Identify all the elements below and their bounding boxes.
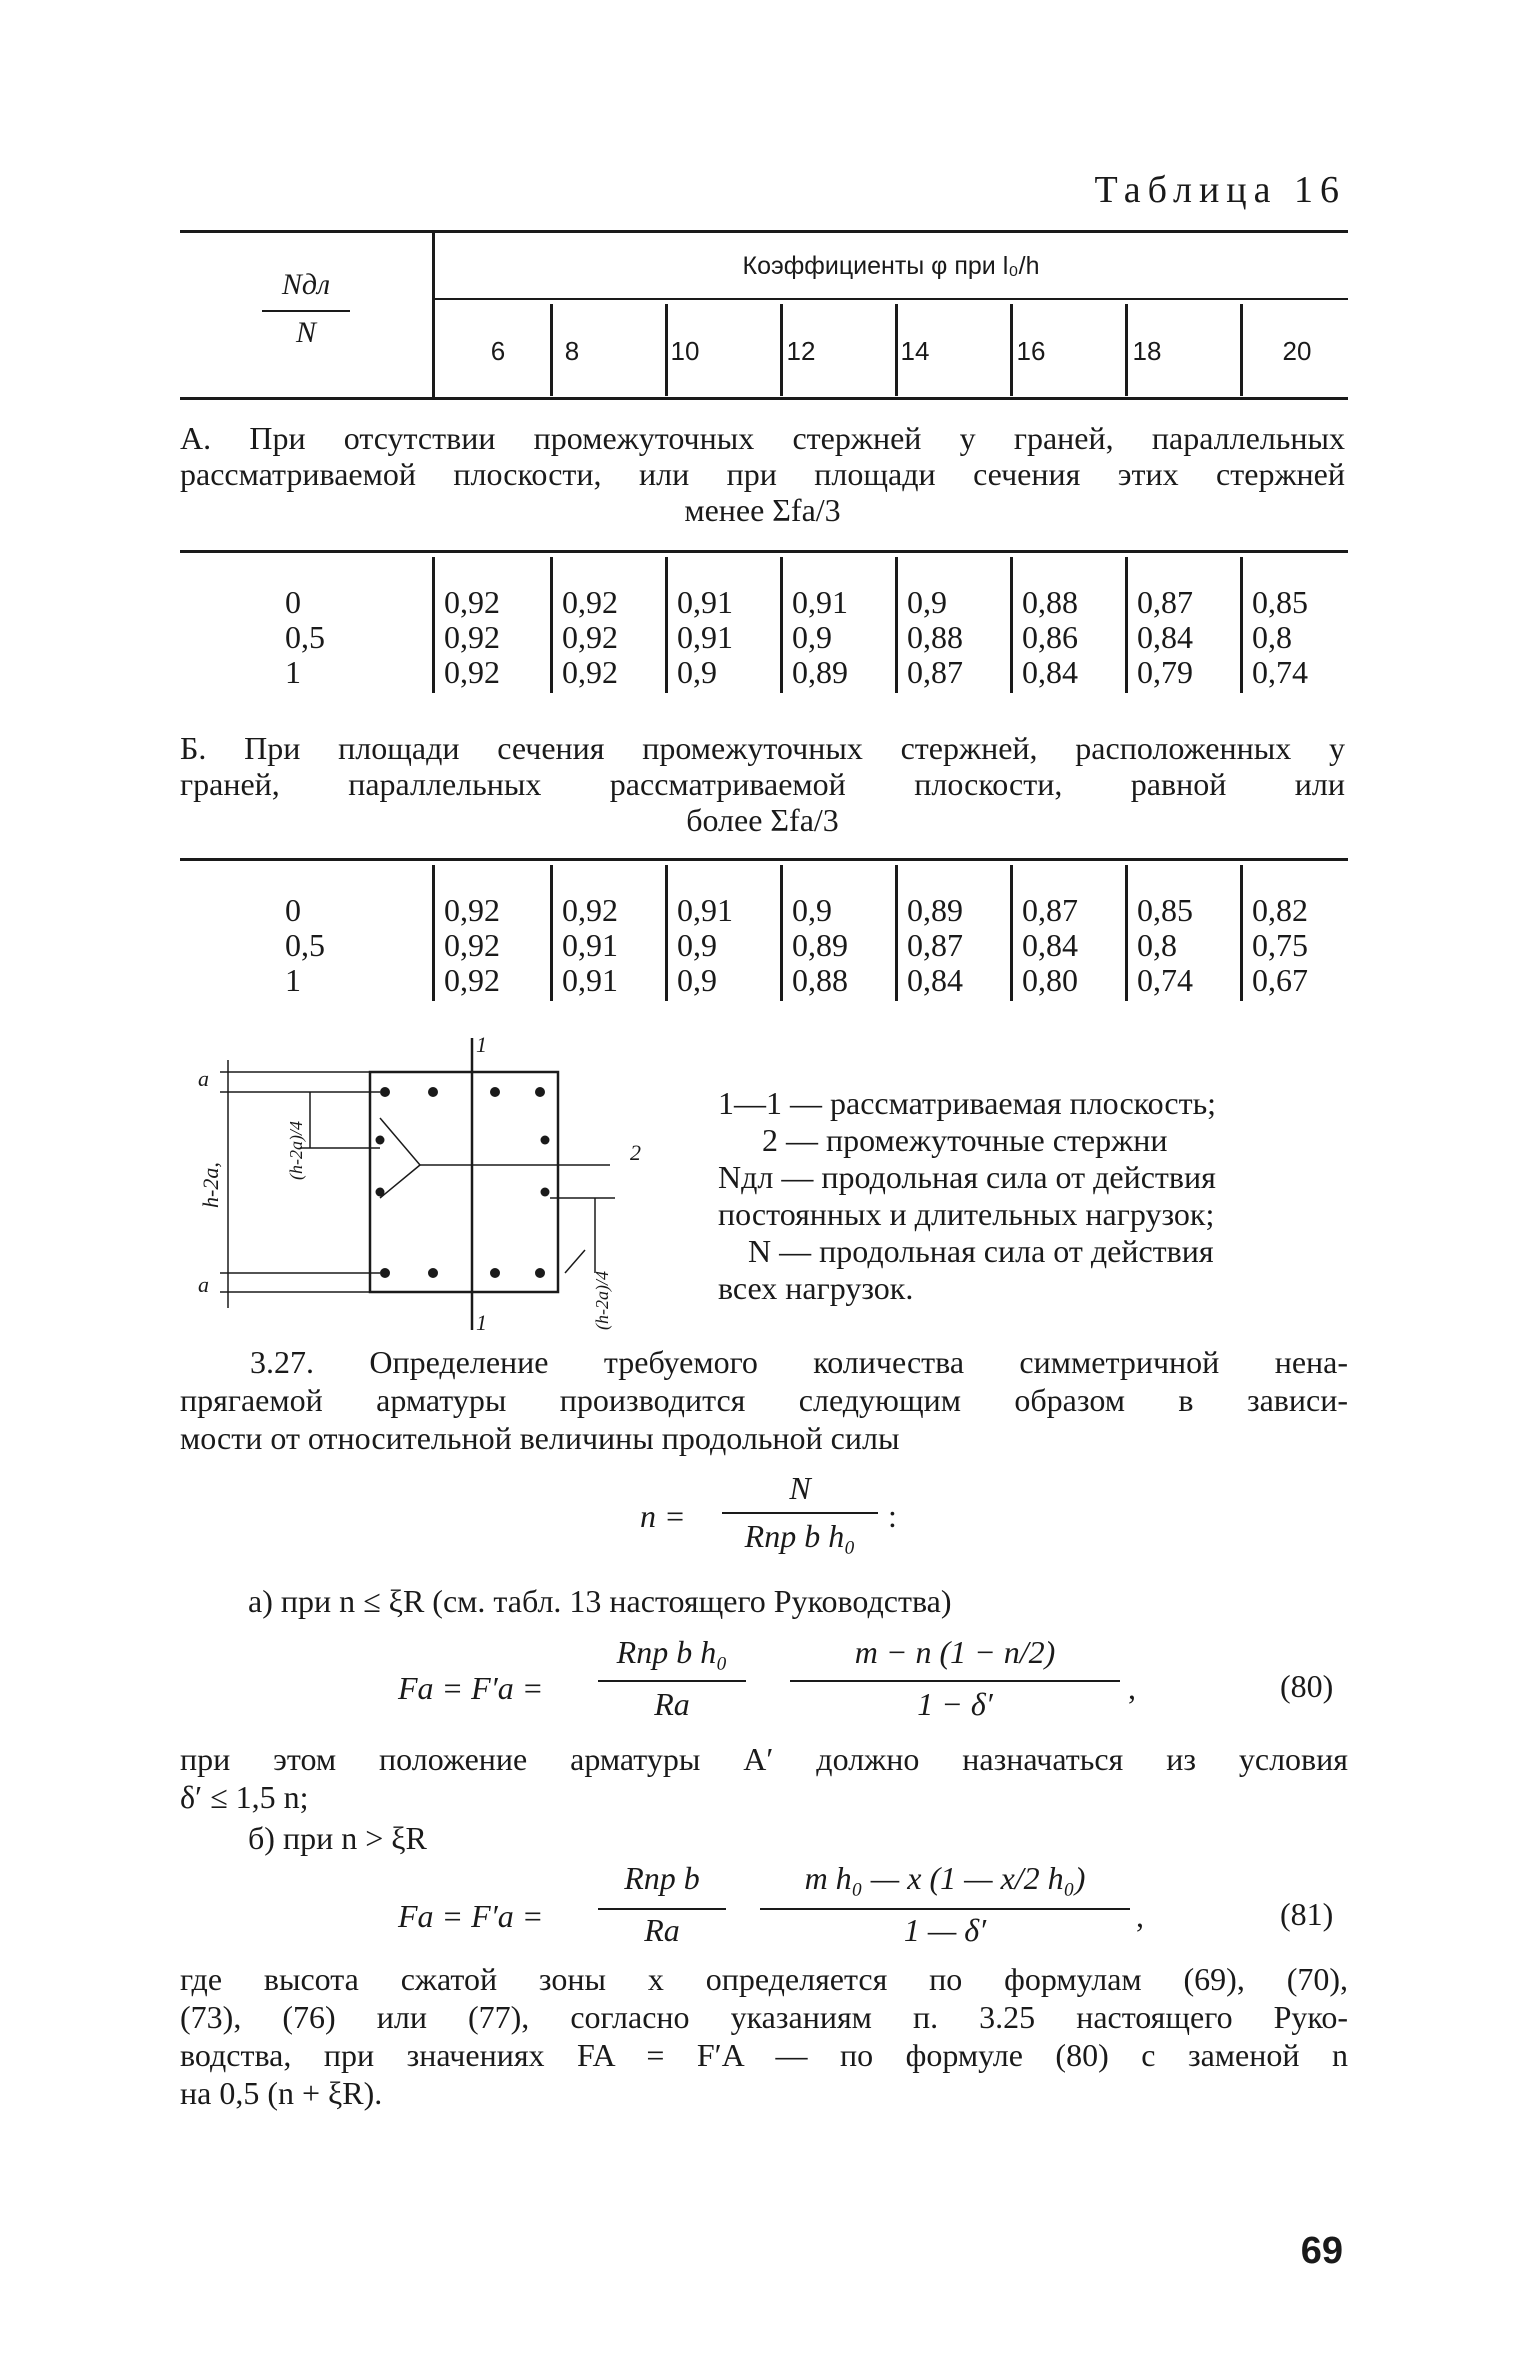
paragraph-line: прягаемой арматуры производится следующим образом в зависи- <box>180 1382 1348 1418</box>
ratio-label: 0,5 <box>285 619 325 655</box>
value-cell: 0,9 <box>792 892 832 928</box>
formula-80-frac2-den: 1 − δ′ <box>917 1686 993 1722</box>
legend-line: постоянных и длительных нагрузок; <box>718 1196 1215 1232</box>
value-column <box>907 585 1008 690</box>
formula-81-lhs: Fа = F′а = <box>398 1898 544 1934</box>
value-cell: 0,88 <box>792 962 848 998</box>
value-cell: 0,91 <box>677 892 733 928</box>
legend-line: N — продольная сила от действия <box>748 1233 1214 1269</box>
ratio-label: 1 <box>285 654 301 690</box>
value-column <box>907 893 1008 998</box>
section-b-line: граней, параллельных рассматриваемой плоскости, равной или <box>180 766 1345 802</box>
value-cell: 0,87 <box>907 927 963 963</box>
formula-81-number: (81) <box>1280 1896 1334 1932</box>
after-formula-80 <box>180 1740 1348 1816</box>
case-b-text: б) при n > ξR <box>248 1820 427 1856</box>
value-cell: 0,92 <box>444 654 500 690</box>
paragraph-line: где высота сжатой зоны x определяется по формулам (69), (70), <box>180 1961 1348 1997</box>
formula-80-frac1-bar <box>598 1680 746 1682</box>
page-number: 69 <box>1300 2230 1343 2272</box>
value-column <box>1022 585 1123 690</box>
formula-80-frac1-den: Rа <box>654 1686 690 1722</box>
row-header-denominator: N <box>295 316 316 349</box>
value-cell: 0,92 <box>444 927 500 963</box>
rods-label: 2 <box>630 1140 641 1165</box>
column-header: 10 <box>670 336 700 366</box>
dim-h-2a-label: h-2a, <box>198 1162 223 1208</box>
column-divider <box>780 304 783 396</box>
paragraph-line: 3.27. Определение требуемого количества симметричной нена- <box>250 1344 1348 1380</box>
section-label-top: 1 <box>476 1032 487 1057</box>
formula-81-frac2-den: 1 — δ′ <box>903 1912 987 1948</box>
cross-section-diagram <box>190 1030 660 1340</box>
column-divider <box>1010 557 1013 693</box>
column-divider <box>550 304 553 396</box>
dim-quarter-bottom-label: (h-2a)/4 <box>592 1271 612 1330</box>
value-cell: 0,9 <box>907 584 947 620</box>
section-outline <box>370 1072 558 1292</box>
paragraph-line: δ′ ≤ 1,5 n; <box>180 1779 309 1815</box>
column-divider <box>1125 865 1128 1001</box>
column-divider <box>665 304 668 396</box>
value-cell: 0,91 <box>677 584 733 620</box>
value-cell: 0,75 <box>1252 927 1308 963</box>
value-cell: 0,92 <box>562 584 618 620</box>
value-cell: 0,9 <box>677 962 717 998</box>
formula-n-numerator: N <box>789 1470 811 1506</box>
section-a-rule <box>180 550 1348 553</box>
formula-80-frac2-bar <box>790 1680 1120 1682</box>
formula-81-frac2-num: m h₀ — x (1 — x/2 h₀) <box>804 1860 1086 1896</box>
value-column <box>792 585 893 690</box>
value-cell: 0,88 <box>907 619 963 655</box>
row-header-numerator: Nдл <box>281 268 331 301</box>
column-divider <box>780 865 783 1001</box>
column-divider <box>1010 304 1013 396</box>
header-bottom-rule <box>180 397 1348 400</box>
section-b-line: Б. При площади сечения промежуточных стержней, расположенных у <box>180 730 1345 766</box>
value-cell: 0,91 <box>677 619 733 655</box>
column-header: 6 <box>490 336 506 366</box>
value-cell: 0,89 <box>907 892 963 928</box>
formula-80-lhs: Fа = F′а = <box>398 1670 544 1706</box>
value-cell: 0,87 <box>1022 892 1078 928</box>
value-column <box>1137 893 1238 998</box>
value-cell: 0,91 <box>562 927 618 963</box>
value-column <box>1252 893 1353 998</box>
value-cell: 0,82 <box>1252 892 1308 928</box>
value-cell: 0,80 <box>1022 962 1078 998</box>
formula-80-number: (80) <box>1280 1668 1334 1704</box>
value-cell: 0,86 <box>1022 619 1078 655</box>
value-cell: 0,84 <box>1137 619 1193 655</box>
column-divider <box>432 557 435 693</box>
dim-quarter-top-label: (h-2a)/4 <box>286 1121 306 1180</box>
paragraph-3-27 <box>180 1343 1348 1457</box>
value-column <box>1022 893 1123 998</box>
paragraph-line: мости от относительной величины продольной силы <box>180 1420 900 1456</box>
formula-80-tail: , <box>1128 1670 1136 1706</box>
value-column <box>677 585 778 690</box>
value-column <box>562 585 663 690</box>
value-cell: 0,74 <box>1137 962 1193 998</box>
value-cell: 0,92 <box>444 619 500 655</box>
value-column <box>444 893 545 998</box>
section-a-line: А. При отсутствии промежуточных стержней у граней, параллельных <box>180 420 1345 456</box>
table-title: Таблица 16 <box>1094 169 1346 211</box>
section-b-rule <box>180 858 1348 861</box>
formula-81-frac1-num: Rпр b <box>624 1860 700 1896</box>
column-divider <box>895 304 898 396</box>
column-header: 8 <box>564 336 580 366</box>
section-a-line: рассматриваемой плоскости, или при площади сечения этих стержней <box>180 456 1345 492</box>
header-mid-rule <box>434 298 1348 300</box>
legend-line: всех нагрузок. <box>718 1270 914 1306</box>
section-b-text <box>180 730 1345 838</box>
value-cell: 0,84 <box>1022 654 1078 690</box>
column-divider <box>432 865 435 1001</box>
value-cell: 0,92 <box>444 892 500 928</box>
column-divider <box>895 865 898 1001</box>
column-divider <box>1240 557 1243 693</box>
ratio-label: 1 <box>285 962 301 998</box>
ratio-label: 0,5 <box>285 927 325 963</box>
column-divider <box>665 557 668 693</box>
value-cell: 0,84 <box>1022 927 1078 963</box>
value-cell: 0,88 <box>1022 584 1078 620</box>
formula-n-bar <box>722 1512 878 1514</box>
column-divider <box>550 865 553 1001</box>
legend-line: 2 — промежуточные стержни <box>762 1122 1168 1158</box>
paragraph-line: водства, при значениях FA = F′A — по формуле (80) с заменой n <box>180 2037 1348 2073</box>
case-a-text: а) при n ≤ ξR (см. табл. 13 настоящего Руководства) <box>248 1583 952 1619</box>
group-header: Коэффициенты φ при l₀/h <box>742 252 1040 280</box>
dim-a-top-label: a <box>198 1066 209 1091</box>
value-cell: 0,92 <box>562 619 618 655</box>
column-divider <box>1010 865 1013 1001</box>
section-b-ratio-column <box>285 893 325 998</box>
value-cell: 0,9 <box>677 654 717 690</box>
value-cell: 0,79 <box>1137 654 1193 690</box>
value-cell: 0,91 <box>792 584 848 620</box>
value-cell: 0,87 <box>907 654 963 690</box>
table-top-rule <box>180 230 1348 233</box>
column-divider <box>780 557 783 693</box>
value-cell: 0,91 <box>562 962 618 998</box>
closing-paragraph <box>180 1960 1348 2112</box>
column-divider <box>550 557 553 693</box>
ratio-label: 0 <box>285 892 301 928</box>
formula-81-frac1-den: Rа <box>644 1912 680 1948</box>
value-cell: 0,9 <box>792 619 832 655</box>
column-header: 18 <box>1132 336 1162 366</box>
value-cell: 0,67 <box>1252 962 1308 998</box>
value-cell: 0,85 <box>1252 584 1308 620</box>
section-a-text <box>180 420 1345 528</box>
ratio-label: 0 <box>285 584 301 620</box>
column-divider <box>1240 304 1243 396</box>
formula-80-frac2-num: m − n (1 − n/2) <box>854 1634 1056 1670</box>
column-header: 16 <box>1016 336 1046 366</box>
value-column <box>792 893 893 998</box>
column-divider <box>1125 557 1128 693</box>
legend-line: 1—1 — рассматриваемая плоскость; <box>718 1085 1217 1121</box>
value-cell: 0,8 <box>1252 619 1292 655</box>
value-cell: 0,74 <box>1252 654 1308 690</box>
formula-n-lhs: n = <box>640 1498 686 1534</box>
formula-n-denominator: Rпр b h₀ <box>744 1518 856 1554</box>
formula-n-tail: : <box>888 1498 897 1534</box>
section-label-bottom: 1 <box>476 1310 487 1335</box>
value-column <box>677 893 778 998</box>
value-cell: 0,92 <box>562 654 618 690</box>
value-column <box>1252 585 1353 690</box>
row-header-fraction-bar <box>262 310 350 312</box>
section-b-line: более Σfа/3 <box>686 802 839 838</box>
legend-line: Nдл — продольная сила от действия <box>718 1159 1216 1195</box>
paragraph-line: при этом положение арматуры A′ должно назначаться из условия <box>180 1741 1348 1777</box>
value-column <box>444 585 545 690</box>
figure-legend <box>718 1085 1348 1307</box>
value-column <box>1137 585 1238 690</box>
paragraph-line: (73), (76) или (77), согласно указаниям п. 3.25 настоящего Руко- <box>180 1999 1348 2035</box>
column-divider <box>1125 304 1128 396</box>
formula-81-tail: , <box>1136 1898 1144 1934</box>
value-cell: 0,92 <box>444 962 500 998</box>
value-cell: 0,84 <box>907 962 963 998</box>
column-header: 12 <box>786 336 816 366</box>
column-divider <box>895 557 898 693</box>
value-column <box>562 893 663 998</box>
value-cell: 0,85 <box>1137 892 1193 928</box>
section-a-line: менее Σfа/3 <box>684 492 841 528</box>
column-header: 20 <box>1282 336 1312 366</box>
value-cell: 0,92 <box>444 584 500 620</box>
value-cell: 0,8 <box>1137 927 1177 963</box>
value-cell: 0,9 <box>677 927 717 963</box>
column-divider <box>1240 865 1243 1001</box>
formula-80-frac1-num: Rпр b h₀ <box>616 1634 728 1670</box>
value-cell: 0,89 <box>792 927 848 963</box>
value-cell: 0,89 <box>792 654 848 690</box>
value-cell: 0,87 <box>1137 584 1193 620</box>
dim-a-bottom-label: a <box>198 1272 209 1297</box>
column-header: 14 <box>900 336 930 366</box>
formula-81-frac2-bar <box>760 1908 1130 1910</box>
paragraph-line: на 0,5 (n + ξR). <box>180 2075 383 2111</box>
column-divider <box>665 865 668 1001</box>
section-a-ratio-column <box>285 585 325 690</box>
formula-81-frac1-bar <box>598 1908 726 1910</box>
value-cell: 0,92 <box>562 892 618 928</box>
